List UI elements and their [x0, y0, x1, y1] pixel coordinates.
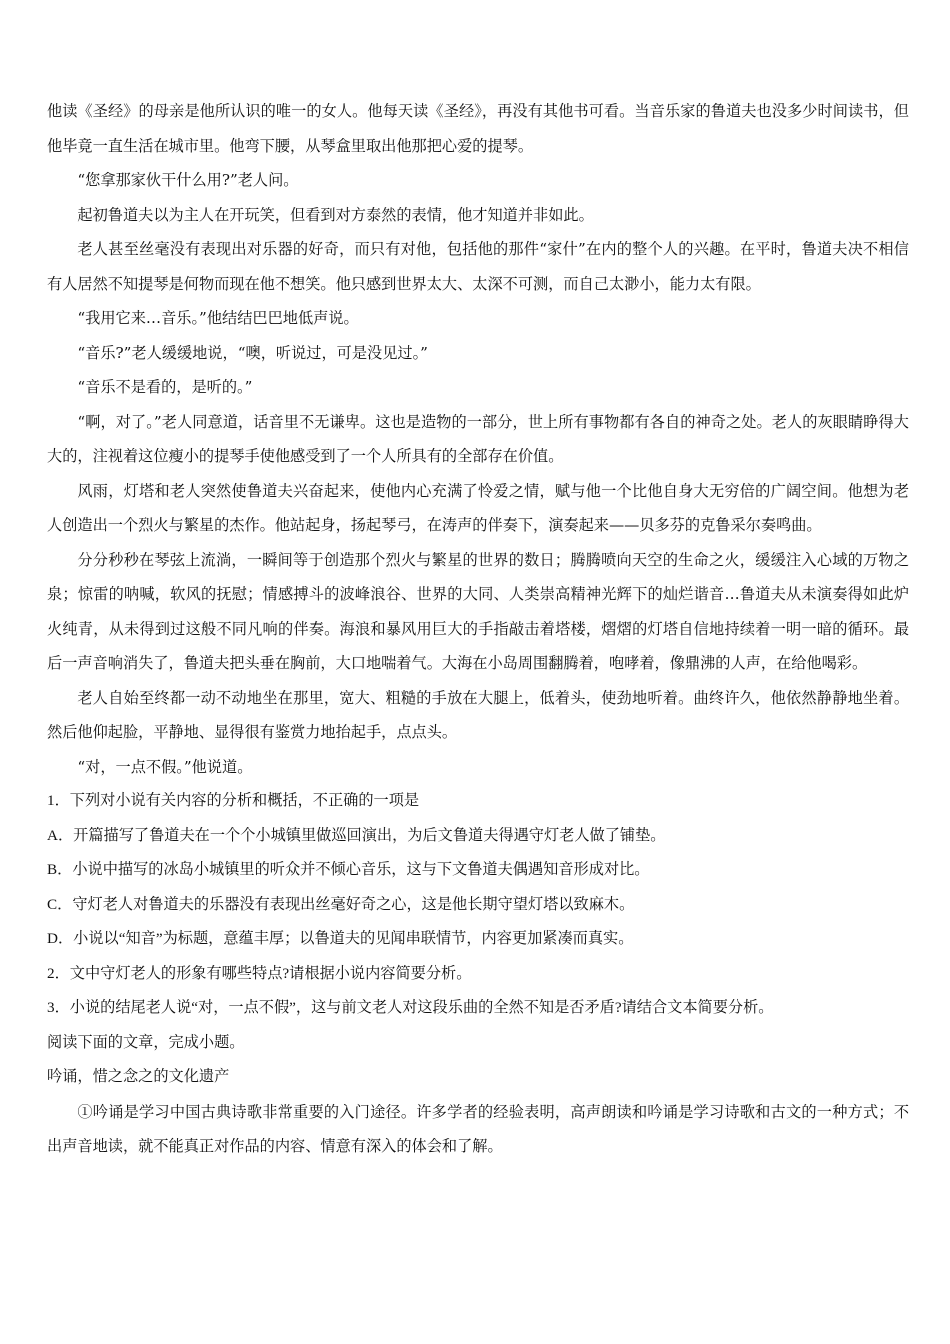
question-1-option-b: B．小说中描写的冰岛小城镇里的听众并不倾心音乐，这与下文鲁道夫偶遇知音形成对比。 — [47, 861, 650, 878]
story-paragraph: 分分秒秒在琴弦上流淌，一瞬间等于创造那个烈火与繁星的世界的数日；腾腾喷向天空的生命之火，缓缓注入心域的万物之泉；惊雷的呐喊，软风的抚慰；情感搏斗的波峰浪谷、世界的大同、人类崇高精神光辉下的灿烂谐音…鲁道夫从未演奏得如此炉火纯青，从未得到过这般不同凡响的伴奏。海浪和暴风用巨大的手指敲击着塔楼，熠熠的灯塔自信地持续着一明一暗的循环。最后一声音响消失了，鲁道夫把头垂在胸前，大口地喘着气。大海在小岛周围翻腾着，咆哮着，像鼎沸的人声，在给他喝彩。 — [47, 550, 909, 672]
story-paragraph: 老人甚至丝毫没有表现出对乐器的好奇，而只有对他，包括他的那件“家什”在内的整个人的兴趣。在平时，鲁道夫决不相信有人居然不知提琴是何物而现在他不想笑。他只感到世界太大、太深不可测，而自己太渺小，能力太有限。 — [47, 240, 909, 293]
story-paragraph: 他读《圣经》的母亲是他所认识的唯一的女人。他每天读《圣经》，再没有其他书可看。当音乐家的鲁道夫也没多少时间读书，但他毕竟一直生活在城市里。他弯下腰，从琴盒里取出他那把心爱的提琴。 — [47, 102, 909, 155]
document-page — [47, 94, 909, 1164]
story-paragraph: “音乐?”老人缓缓地说，“噢，听说过，可是没见过。” — [77, 343, 428, 362]
story-paragraph: “对，一点不假。”他说道。 — [77, 757, 253, 776]
article-paragraph: ①吟诵是学习中国古典诗歌非常重要的入门途径。许多学者的经验表明，高声朗读和吟诵是学习诗歌和古文的一种方式；不出声音地读，就不能真正对作品的内容、情意有深入的体会和了解。 — [47, 1102, 909, 1155]
story-paragraph: 风雨，灯塔和老人突然使鲁道夫兴奋起来，使他内心充满了怜爱之情，赋与他一个比他自身大无穷倍的广阔空间。他想为老人创造出一个烈火与繁星的杰作。他站起身，扬起琴弓，在涛声的伴奏下，演奏起来——贝多芬的克鲁采尔奏鸣曲。 — [47, 481, 909, 534]
question-1-option-a: A．开篇描写了鲁道夫在一个个小城镇里做巡回演出，为后文鲁道夫得遇守灯老人做了铺垫。 — [47, 826, 666, 844]
question-1-stem: 1．下列对小说有关内容的分析和概括，不正确的一项是 — [47, 792, 420, 809]
question-1-option-c: C．守灯老人对鲁道夫的乐器没有表现出丝毫好奇之心，这是他长期守望灯塔以致麻木。 — [47, 895, 635, 913]
story-paragraph: “啊，对了。”老人同意道，话音里不无谦卑。这也是造物的一部分，世上所有事物都有各自的神奇之处。老人的灰眼睛睁得大大的，注视着这位瘦小的提琴手使他感受到了一个人所具有的全部存在价值。 — [47, 412, 909, 465]
article-title: 吟诵，惜之念之的文化遗产 — [47, 1068, 230, 1085]
story-paragraph: 老人自始至终都一动不动地坐在那里，宽大、粗糙的手放在大腿上，低着头，使劲地听着。曲终许久，他依然静静地坐着。然后他仰起脸，平静地、显得很有鉴赏力地抬起手，点点头。 — [47, 688, 909, 741]
reading-instruction: 阅读下面的文章，完成小题。 — [47, 1033, 245, 1051]
story-paragraph: “您拿那家伙干什么用?”老人问。 — [77, 171, 299, 189]
story-paragraph: “我用它来…音乐。”他结结巴巴地低声说。 — [77, 309, 359, 327]
story-paragraph: “音乐不是看的，是听的。” — [77, 378, 253, 396]
question-1-option-d: D．小说以“知音”为标题，意蕴丰厚；以鲁道夫的见闻串联情节，内容更加紧凑而真实。 — [47, 930, 634, 947]
question-3: 3．小说的结尾老人说“对，一点不假”，这与前文老人对这段乐曲的全然不知是否矛盾?请结合文本简要分析。 — [47, 999, 774, 1016]
story-paragraph: 起初鲁道夫以为主人在开玩笑，但看到对方泰然的表情，他才知道并非如此。 — [77, 205, 594, 224]
question-2: 2．文中守灯老人的形象有哪些特点?请根据小说内容简要分析。 — [47, 964, 472, 982]
